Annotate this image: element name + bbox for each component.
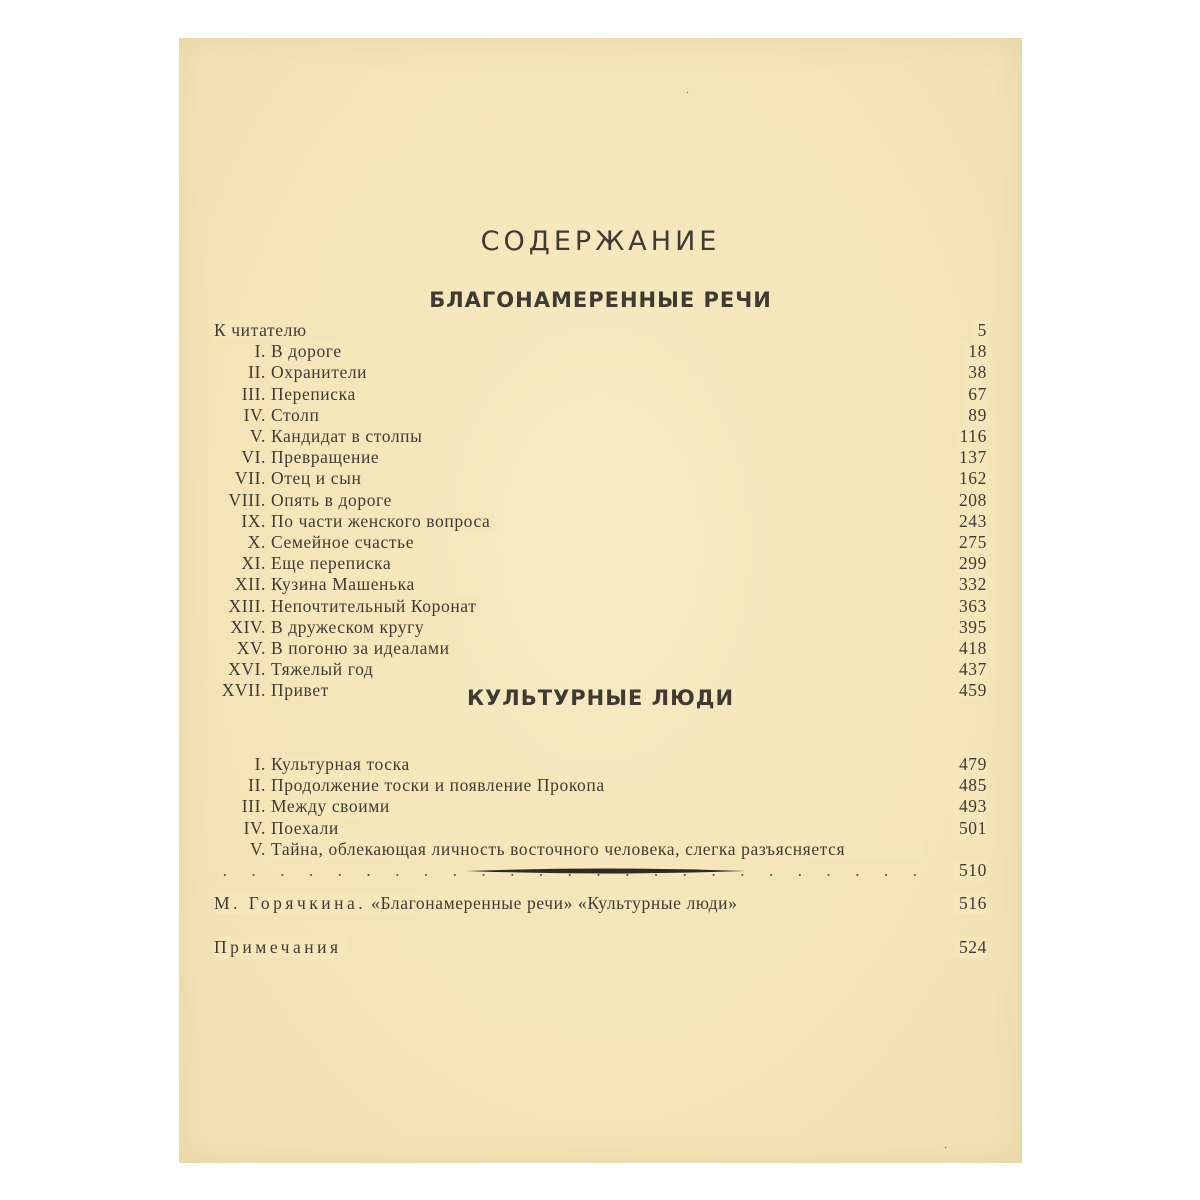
chapter-title: Продолжение тоски и появление Прокопа [271, 775, 609, 796]
chapter-number: IX. [241, 510, 266, 531]
toc-entry[interactable] [214, 490, 987, 511]
page-number: 332 [953, 574, 987, 595]
toc-entry[interactable] [214, 574, 987, 595]
chapter-title: По части женского вопроса [271, 511, 494, 532]
toc-entry[interactable] [214, 754, 987, 775]
page-number: 243 [953, 511, 987, 532]
chapter-number: XVII. [221, 680, 266, 701]
chapter-number: VII. [234, 468, 266, 489]
paper-speck: · [686, 88, 690, 99]
toc-entry[interactable] [214, 532, 987, 553]
chapter-title: Опять в дороге [271, 490, 396, 511]
chapter-title: Превращение [271, 447, 383, 468]
section-heading-2: КУЛЬТУРНЫЕ ЛЮДИ [466, 686, 735, 710]
chapter-title: Кузина Машенька [271, 574, 419, 595]
toc-entry[interactable] [214, 362, 987, 383]
paper-speck: · [944, 1143, 948, 1154]
page-number: 437 [953, 659, 987, 680]
page-number: 299 [953, 553, 987, 574]
chapter-title: Столп [271, 405, 323, 426]
chapter-number: VI. [241, 447, 266, 468]
toc-entry[interactable] [214, 447, 987, 468]
toc-entry[interactable] [214, 320, 987, 341]
chapter-number: XI. [241, 553, 266, 574]
chapter-number: I. [254, 341, 266, 362]
section-heading-1: БЛАГОНАМЕРЕННЫЕ РЕЧИ [429, 288, 772, 312]
chapter-title: Тяжелый год [271, 659, 377, 680]
chapter-number: IV. [243, 817, 266, 838]
toc-entry[interactable] [214, 775, 987, 796]
chapter-number: III. [241, 383, 266, 404]
page-number: 5 [972, 320, 987, 341]
page-number: 479 [953, 754, 987, 775]
page-number: 516 [953, 893, 987, 914]
chapter-number: II. [248, 362, 266, 383]
toc-entry-notes[interactable] [214, 937, 987, 958]
chapter-number: V. [250, 838, 266, 859]
toc-entry[interactable] [214, 659, 987, 680]
chapter-title: В дороге [271, 341, 346, 362]
page-number: 275 [953, 532, 987, 553]
page-number: 67 [962, 384, 987, 405]
afterword-author: М. Горячкина. [214, 893, 367, 913]
page-number: 89 [962, 405, 987, 426]
chapter-number: VIII. [228, 489, 266, 510]
page-title: СОДЕРЖАНИЕ [480, 226, 721, 257]
chapter-number: I. [254, 754, 266, 774]
chapter-number: XVI. [228, 659, 266, 680]
chapter-number: XIV. [230, 616, 266, 637]
chapter-title: Переписка [271, 384, 360, 405]
chapter-title: Охранители [271, 362, 371, 383]
chapter-title: В дружеском кругу [271, 617, 428, 638]
toc-entry[interactable] [214, 638, 987, 659]
toc-entry[interactable] [214, 796, 987, 817]
chapter-number: X. [247, 532, 266, 552]
toc-entry[interactable] [214, 468, 987, 489]
toc-afterword [214, 893, 987, 914]
page-number: 116 [954, 426, 987, 447]
afterword-title: «Благонамеренные речи» «Культурные люди» [371, 893, 738, 913]
chapter-number: XIII. [228, 595, 266, 616]
chapter-title: В погоню за идеалами [271, 638, 454, 659]
chapter-number: III. [241, 796, 266, 817]
page-number: 38 [962, 362, 987, 383]
chapter-title: К читателю [214, 320, 311, 341]
toc-entry[interactable] [214, 405, 987, 426]
chapter-title: Кандидат в столпы [271, 426, 426, 447]
book-page [179, 38, 1022, 1163]
chapter-title: Привет [271, 680, 333, 701]
page-number: 493 [953, 796, 987, 817]
page-number: 363 [953, 596, 987, 617]
toc-entry[interactable] [214, 511, 987, 532]
chapter-title: Культурная тоска [271, 754, 414, 775]
chapter-number: XV. [236, 638, 266, 658]
notes-label: Примечания [214, 937, 346, 958]
page-number: 501 [953, 818, 987, 839]
page-number: 18 [962, 341, 987, 362]
page-number: 208 [953, 490, 987, 511]
chapter-title: Непочтительный Коронат [271, 596, 480, 617]
toc-entry[interactable] [214, 384, 987, 405]
toc-entry[interactable] [214, 426, 987, 447]
chapter-title: Между своими [271, 796, 394, 817]
toc-notes [214, 937, 987, 958]
page-number: 510 [953, 860, 987, 881]
chapter-title: Тайна, облекающая личность восточного человека, слегка разъясняется [271, 839, 925, 860]
page-number: 418 [953, 638, 987, 659]
toc-entry[interactable] [214, 818, 987, 839]
page-number: 459 [953, 680, 987, 701]
toc-entry[interactable] [214, 341, 987, 362]
chapter-title: Еще переписка [271, 553, 395, 574]
page-number: 485 [953, 775, 987, 796]
chapter-title: Отец и сын [271, 468, 365, 489]
toc-entry[interactable] [214, 596, 987, 617]
end-ornament [466, 867, 746, 875]
chapter-number: IV. [243, 404, 266, 425]
page-number: 395 [953, 617, 987, 638]
chapter-title: Поехали [271, 818, 343, 839]
page-number: 137 [953, 447, 987, 468]
toc-entry[interactable] [214, 617, 987, 638]
chapter-number: II. [248, 775, 266, 796]
page-number: 524 [953, 937, 987, 958]
page-number: 162 [953, 468, 987, 489]
toc-entry[interactable] [214, 553, 987, 574]
chapter-number: V. [250, 426, 266, 446]
chapter-number: XII. [234, 574, 266, 595]
chapter-title: Семейное счастье [271, 532, 418, 553]
toc-entry-afterword[interactable] [214, 893, 987, 914]
